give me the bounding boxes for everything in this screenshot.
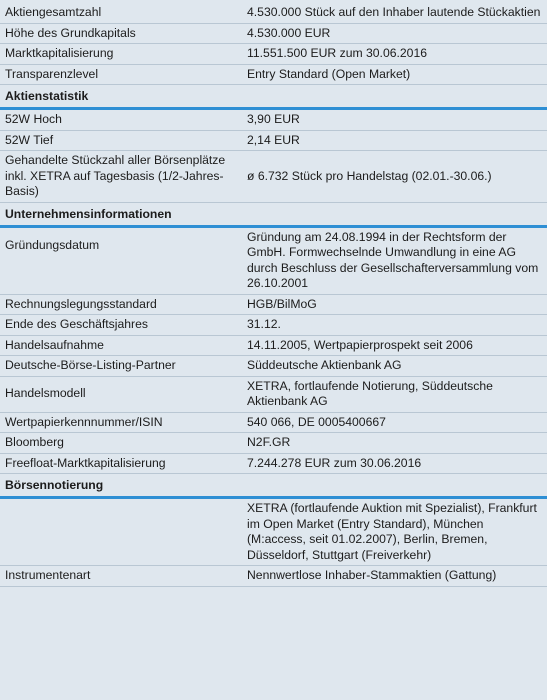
row-value: 2,14 EUR: [247, 132, 300, 147]
table-row: [0, 433, 547, 454]
row-value: 11.551.500 EUR zum 30.06.2016: [247, 46, 428, 60]
row-value: 3,90 EUR: [247, 112, 300, 126]
table-row: [0, 566, 547, 587]
section-general: [0, 0, 547, 85]
row-value: 31.12.: [247, 317, 281, 331]
row-value: HGB/BilMoG: [247, 296, 317, 311]
table-row: [0, 413, 547, 434]
row-label: Rechnungslegungsstandard: [5, 296, 157, 311]
row-label: Gehandelte Stückzahl aller Börsenplätze inkl. XETRA auf Tagesbasis (1/2-Jahres-Basis): [5, 153, 226, 198]
row-label: Handelsaufnahme: [5, 337, 104, 352]
table-row: [0, 295, 547, 316]
table-row: [0, 336, 547, 357]
row-value: Süddeutsche Aktienbank AG: [247, 358, 402, 372]
row-value: 4.530.000 EUR: [247, 25, 331, 40]
row-value: 540 066, DE 0005400667: [247, 414, 386, 429]
table-row: [0, 44, 547, 65]
table-row: [0, 151, 547, 203]
row-label: Gründungsdatum: [5, 237, 100, 252]
table-row: [0, 377, 547, 413]
row-label: Deutsche-Börse-Listing-Partner: [5, 358, 176, 372]
row-label: Marktkapitalisierung: [5, 46, 114, 60]
table-row: [0, 131, 547, 152]
section-share-statistics: [0, 85, 547, 203]
section-company-info: [0, 203, 547, 475]
row-label: Ende des Geschäftsjahres: [5, 317, 148, 331]
row-label: Freefloat-Marktkapitalisierung: [5, 455, 166, 470]
row-label: Transparenzlevel: [5, 66, 99, 81]
table-row: [0, 24, 547, 45]
row-label: Wertpapierkennnummer/ISIN: [5, 414, 163, 429]
row-value: 7.244.278 EUR zum 30.06.2016: [247, 455, 422, 470]
table-row: [0, 356, 547, 377]
row-value: Entry Standard (Open Market): [247, 66, 411, 81]
row-value: Gründung am 24.08.1994 in der Rechtsform der GmbH. Formwechselnde Umwandlung in eine AG durch Beschluss der Gesellschafterversammlung vom 26.10.2001: [247, 229, 539, 290]
table-row: [0, 228, 547, 295]
row-label: Höhe des Grundkapitals: [5, 25, 136, 40]
table-row: [0, 65, 547, 86]
table-row: [0, 110, 547, 131]
row-label: Handelsmodell: [5, 386, 86, 401]
row-label: Aktiengesamtzahl: [5, 5, 102, 19]
section-heading: Börsennotierung: [0, 474, 547, 499]
row-label: Bloomberg: [5, 435, 64, 449]
row-value: N2F.GR: [247, 435, 291, 449]
table-row: [0, 315, 547, 336]
row-value: Nennwertlose Inhaber-Stammaktien (Gattung): [247, 568, 497, 582]
table-row: [0, 454, 547, 475]
table-row: [0, 499, 547, 566]
row-label: [0, 499, 244, 565]
row-value: XETRA (fortlaufende Auktion mit Spezialist), Frankfurt im Open Market (Entry Standard), München (M:access, seit 01.02.2007), Berlin, Bremen, Düsseldorf, Stuttgart (Freiverkehr): [247, 501, 537, 562]
row-value: 4.530.000 Stück auf den Inhaber lautende Stückaktien: [247, 5, 541, 19]
table-row: [0, 0, 547, 24]
row-label: Instrumentenart: [5, 568, 91, 582]
row-label: 52W Hoch: [5, 112, 62, 126]
row-value: 14.11.2005, Wertpapierprospekt seit 2006: [247, 337, 473, 352]
row-value: ø 6.732 Stück pro Handelstag (02.01.-30.06.): [247, 168, 492, 183]
row-value: XETRA, fortlaufende Notierung, Süddeutsche Aktienbank AG: [247, 378, 493, 408]
section-heading: Unternehmensinformationen: [0, 203, 547, 228]
section-heading: Aktienstatistik: [0, 85, 547, 110]
row-label: 52W Tief: [5, 132, 54, 147]
section-listing: [0, 474, 547, 587]
